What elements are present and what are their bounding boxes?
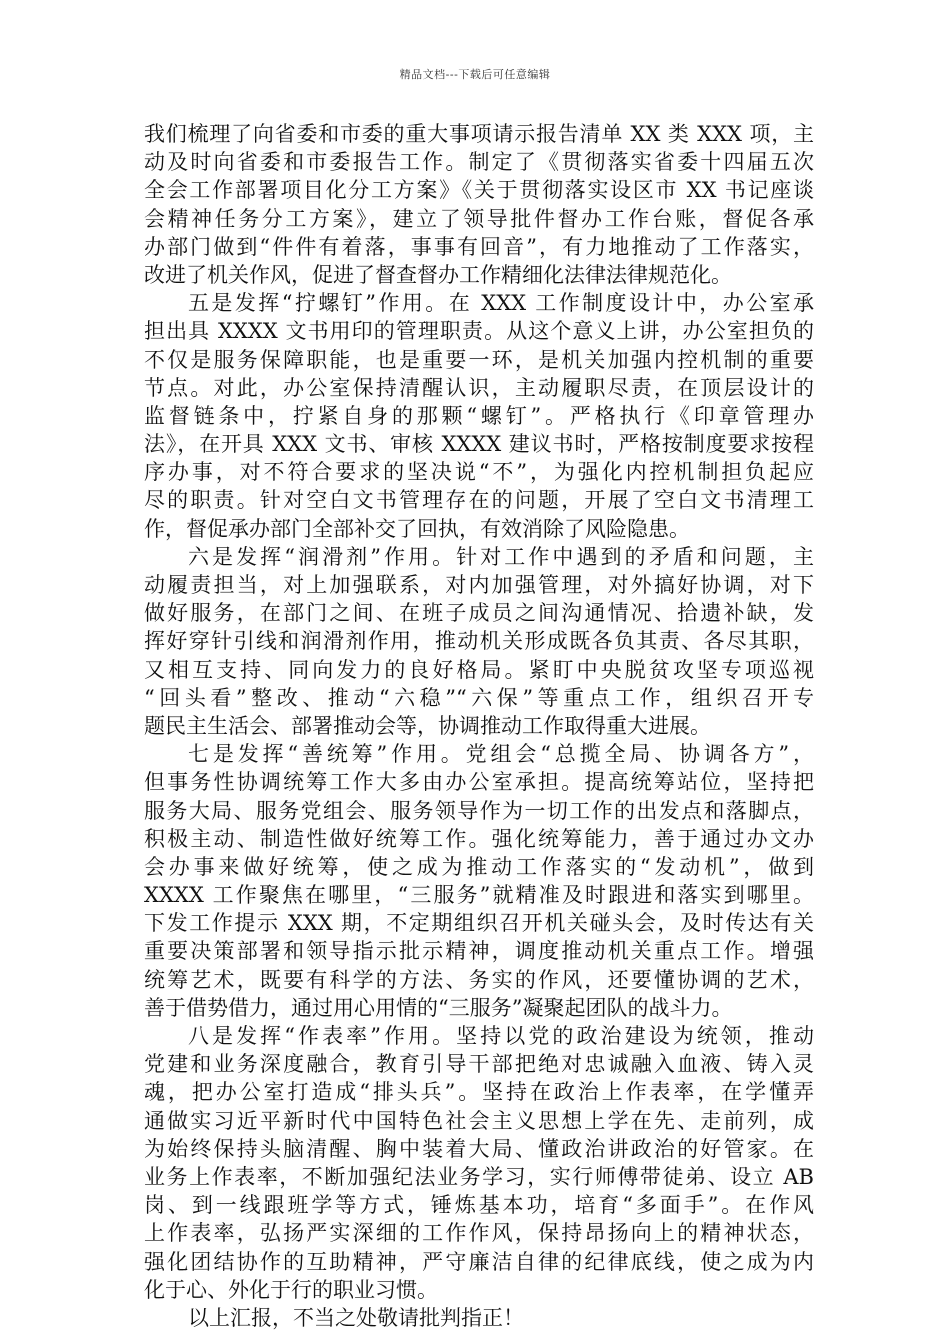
text-line: 统筹艺术，既要有科学的方法、务实的作风，还要懂协调的艺术，: [144, 967, 814, 992]
text-line: 我们梳理了向省委和市委的重大事项请示报告清单 XX 类 XXX 项，主: [144, 122, 814, 146]
text-line: 但事务性协调统筹工作大多由办公室承担。提高统筹站位，坚持把: [144, 770, 814, 795]
text-line: 全会工作部署项目化分工方案》《关于贯彻落实设区市 XX 书记座谈: [144, 178, 814, 203]
text-line: 动履责担当，对上加强联系，对内加强管理，对外搞好协调，对下: [144, 573, 814, 597]
text-line: 会办事来做好统筹，使之成为推动工作落实的“发动机”，做到: [144, 854, 814, 879]
text-line: “回头看”整改、推动“六稳”“六保”等重点工作，组织召开专: [144, 685, 814, 710]
paragraph-eight-start: 八是发挥“作表率”作用。坚持以党的政治建设为统领，推动: [188, 1024, 814, 1048]
text-line: 节点。对此，办公室保持清醒认识，主动履职尽责，在顶层设计的: [144, 375, 814, 400]
text-line: 作，督促承办部门全部补交了回执，有效消除了风险隐患。: [144, 516, 690, 541]
text-line: 做好服务，在部门之间、在班子成员之间沟通情况、拾遗补缺，发: [144, 601, 814, 626]
text-line: 改进了机关作风，促进了督查督办工作精细化法律法律规范化。: [144, 262, 732, 287]
text-line: XXXX 工作聚焦在哪里，“三服务”就精准及时跟进和落实到哪里。: [144, 883, 814, 908]
text-line: 为始终保持头脑清醒、胸中装着大局、懂政治讲政治的好管家。在: [144, 1136, 814, 1161]
text-line: 强化团结协作的互助精神，严守廉洁自律的纪律底线，使之成为内: [144, 1249, 814, 1274]
text-line: 重要决策部署和领导指示批示精神，调度推动机关重点工作。增强: [144, 939, 814, 964]
text-line: 法》，在开具 XXX 文书、审核 XXXX 建议书时，严格按制度要求按程: [144, 432, 814, 457]
text-line: 题民主生活会、部署推动会等，协调推动工作取得重大进展。: [144, 713, 711, 738]
text-line: 服务大局、服务党组会、服务领导作为一切工作的出发点和落脚点，: [144, 798, 814, 823]
text-line: 党建和业务深度融合，教育引导干部把绝对忠诚融入血液、铸入灵: [144, 1052, 814, 1077]
text-line: 又相互支持、同向发力的良好格局。紧盯中央脱贫攻坚专项巡视: [144, 657, 814, 682]
text-line: 尽的职责。针对空白文书管理存在的问题，开展了空白文书清理工: [144, 488, 814, 513]
text-line: 会精神任务分工方案》，建立了领导批件督办工作台账，督促各承: [144, 206, 814, 231]
text-line: 魂，把办公室打造成“排头兵”。坚持在政治上作表率，在学懂弄: [144, 1080, 814, 1105]
text-line: 动及时向省委和市委报告工作。制定了《贯彻落实省委十四届五次: [144, 150, 814, 175]
text-line: 上作表率，弘扬严实深细的工作作风，保持昂扬向上的精神状态，: [144, 1221, 814, 1246]
page-header-watermark: 精品文档---下载后可任意编辑: [399, 68, 551, 81]
text-line: 善于借势借力，通过用心用情的“三服务”凝聚起团队的战斗力。: [144, 995, 733, 1020]
text-line: 序办事，对不符合要求的坚决说“不”，为强化内控机制担负起应: [144, 460, 814, 485]
text-line: 不仅是服务保障职能，也是重要一环，是机关加强内控机制的重要: [144, 347, 814, 372]
paragraph-six-start: 六是发挥“润滑剂”作用。针对工作中遇到的矛盾和问题，主: [188, 544, 814, 569]
text-line: 岗、到一线跟班学等方式，锤炼基本功，培育“多面手”。在作风: [144, 1193, 814, 1218]
text-line: 积极主动、制造性做好统筹工作。强化统筹能力，善于通过办文办: [144, 826, 814, 851]
text-line: 挥好穿针引线和润滑剂作用，推动机关形成既各负其责、各尽其职，: [144, 629, 814, 654]
text-line: 业务上作表率，不断加强纪法业务学习，实行师傅带徒弟、设立 AB: [144, 1164, 814, 1189]
text-line: 化于心、外化于行的职业习惯。: [144, 1277, 438, 1302]
text-line: 下发工作提示 XXX 期，不定期组织召开机关碰头会，及时传达有关: [144, 911, 814, 936]
text-line: 担出具 XXXX 文书用印的管理职责。从这个意义上讲，办公室担负的: [144, 319, 814, 344]
text-line: 办部门做到“件件有着落，事事有回音”，有力地推动了工作落实，: [144, 234, 814, 259]
text-line: 监督链条中，拧紧自身的那颗“螺钉”。严格执行《印章管理办: [144, 403, 814, 428]
document-body: [144, 120, 814, 1332]
text-line: 通做实习近平新时代中国特色社会主义思想上学在先、走前列，成: [144, 1108, 814, 1133]
closing-line: 以上汇报，不当之处敬请批判指正！: [188, 1305, 524, 1330]
paragraph-seven-start: 七是发挥“善统筹”作用。党组会“总揽全局、协调各方”，: [188, 742, 814, 767]
paragraph-five-start: 五是发挥“拧螺钉”作用。在 XXX 工作制度设计中，办公室承: [188, 291, 814, 316]
